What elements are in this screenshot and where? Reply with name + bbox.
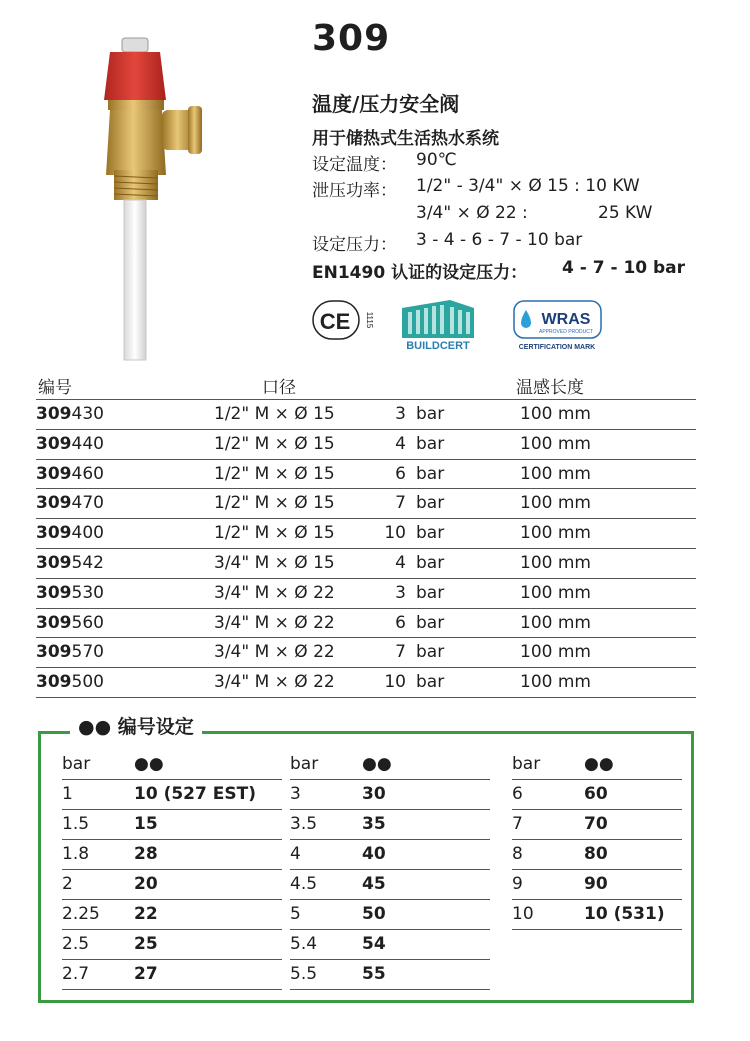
- model-size: 1/2" M × Ø 15: [214, 404, 335, 424]
- pressure-label: 设定压力：: [312, 235, 397, 255]
- svg-text:1115: 1115: [365, 311, 374, 329]
- model-length: 100 mm: [520, 582, 591, 603]
- pressure-value: 3 - 4 - 6 - 7 - 10 bar: [416, 230, 583, 250]
- settings-bar-value: 1: [62, 784, 73, 804]
- settings-code-value: 90: [584, 874, 608, 894]
- svg-text:BUILDCERT: BUILDCERT: [406, 340, 470, 352]
- model-size: 1/2" M × Ø 15: [214, 463, 335, 484]
- power-line2-value: 25 KW: [598, 203, 653, 223]
- model-length: 100 mm: [520, 642, 591, 663]
- settings-bar-value: 2.25: [62, 904, 100, 924]
- settings-row: [512, 840, 682, 870]
- settings-code-value: 20: [134, 874, 158, 894]
- table-row: [36, 488, 696, 518]
- model-code: 309400: [36, 523, 104, 544]
- model-pressure-unit: bar: [416, 404, 445, 424]
- settings-row: [290, 900, 490, 930]
- settings-bar-value: 6: [512, 784, 523, 804]
- model-pressure: 6: [395, 612, 406, 633]
- model-code: 309440: [36, 433, 104, 454]
- table-row: [36, 429, 696, 459]
- settings-header-code: ●●: [584, 754, 614, 774]
- settings-column: [290, 750, 490, 990]
- settings-code-value: 27: [134, 964, 158, 984]
- settings-row: [62, 780, 282, 810]
- product-code-title: 309: [312, 18, 391, 59]
- settings-row: [290, 810, 490, 840]
- en1490-value: 4 - 7 - 10 bar: [562, 258, 686, 278]
- settings-header-bar: bar: [512, 754, 541, 774]
- power-line1: 1/2" - 3/4" × Ø 15 : 10 KW: [416, 176, 640, 196]
- model-table: [36, 371, 696, 698]
- model-size: 1/2" M × Ø 15: [214, 433, 335, 454]
- model-pressure: 10: [384, 672, 406, 693]
- settings-row: [62, 900, 282, 930]
- settings-bar-value: 3: [290, 784, 301, 804]
- settings-code-value: 45: [362, 874, 386, 894]
- model-code: 309470: [36, 493, 104, 514]
- model-length: 100 mm: [520, 612, 591, 633]
- model-length: 100 mm: [520, 404, 591, 424]
- valve-product-image: [80, 30, 220, 370]
- settings-bar-value: 1.8: [62, 844, 90, 864]
- settings-bar-value: 2: [62, 874, 73, 894]
- settings-header-bar: bar: [290, 754, 319, 774]
- settings-code-value: 70: [584, 814, 608, 834]
- settings-row: [62, 840, 282, 870]
- settings-row: [512, 870, 682, 900]
- model-pressure: 3: [395, 582, 406, 603]
- table-header: [36, 371, 696, 399]
- settings-bar-value: 5.4: [290, 934, 318, 954]
- model-code: 309560: [36, 612, 104, 633]
- model-pressure-unit: bar: [416, 433, 445, 454]
- product-title: 温度/压力安全阀: [312, 92, 460, 116]
- table-row: [36, 459, 696, 489]
- settings-header-row: [512, 750, 682, 780]
- temp-label: 设定温度：: [312, 155, 397, 175]
- settings-bar-value: 2.7: [62, 964, 90, 984]
- model-pressure: 7: [395, 493, 406, 514]
- model-pressure-unit: bar: [416, 612, 445, 633]
- settings-header-code: ●●: [362, 754, 392, 774]
- product-subtitle: 用于储热式生活热水系统: [312, 129, 499, 149]
- settings-row: [62, 870, 282, 900]
- table-row: [36, 667, 696, 698]
- ce-mark-logo: [312, 300, 372, 342]
- settings-code-value: 80: [584, 844, 608, 864]
- model-length: 100 mm: [520, 552, 591, 573]
- settings-code-value: 10 (527 EST): [134, 784, 256, 804]
- model-pressure: 7: [395, 642, 406, 663]
- settings-bar-value: 2.5: [62, 934, 90, 954]
- settings-bar-value: 4: [290, 844, 301, 864]
- settings-header-code: ●●: [134, 754, 164, 774]
- model-pressure: 3: [395, 404, 406, 424]
- settings-row: [290, 960, 490, 990]
- settings-bar-value: 3.5: [290, 814, 318, 834]
- settings-code-value: 40: [362, 844, 386, 864]
- model-length: 100 mm: [520, 463, 591, 484]
- table-row: [36, 518, 696, 548]
- model-code: 309542: [36, 552, 104, 573]
- header-length: 温感长度: [516, 378, 584, 398]
- table-row: [36, 548, 696, 578]
- header-size: 口径: [262, 378, 296, 398]
- settings-row: [62, 960, 282, 990]
- model-code: 309430: [36, 404, 104, 424]
- table-row: [36, 608, 696, 638]
- table-row: [36, 399, 696, 429]
- settings-bar-value: 1.5: [62, 814, 90, 834]
- model-size: 3/4" M × Ø 22: [214, 582, 335, 603]
- settings-row: [512, 780, 682, 810]
- settings-code-value: 54: [362, 934, 386, 954]
- settings-code-value: 15: [134, 814, 158, 834]
- settings-code-value: 25: [134, 934, 158, 954]
- model-pressure-unit: bar: [416, 523, 445, 544]
- svg-text:CE: CE: [319, 309, 351, 334]
- settings-bar-value: 5: [290, 904, 301, 924]
- model-code: 309530: [36, 582, 104, 603]
- settings-code-value: 35: [362, 814, 386, 834]
- settings-code-value: 50: [362, 904, 386, 924]
- power-line2-size: 3/4" × Ø 22 :: [416, 203, 528, 223]
- settings-row: [512, 810, 682, 840]
- buildcert-logo: [398, 298, 478, 352]
- table-row: [36, 578, 696, 608]
- model-size: 3/4" M × Ø 22: [214, 642, 335, 663]
- settings-code-value: 28: [134, 844, 158, 864]
- model-code: 309500: [36, 672, 104, 693]
- settings-row: [512, 900, 682, 930]
- settings-column: [62, 750, 282, 990]
- settings-row: [290, 840, 490, 870]
- settings-code-value: 10 (531): [584, 904, 665, 924]
- model-pressure-unit: bar: [416, 463, 445, 484]
- model-size: 3/4" M × Ø 22: [214, 612, 335, 633]
- settings-bar-value: 7: [512, 814, 523, 834]
- settings-code-value: 60: [584, 784, 608, 804]
- model-pressure-unit: bar: [416, 552, 445, 573]
- model-pressure-unit: bar: [416, 493, 445, 514]
- model-length: 100 mm: [520, 433, 591, 454]
- wras-logo: [510, 300, 605, 352]
- power-label: 泄压功率：: [312, 181, 397, 201]
- model-size: 1/2" M × Ø 15: [214, 493, 335, 514]
- code-settings-title: ●● 编号设定: [70, 712, 202, 739]
- settings-code-value: 22: [134, 904, 158, 924]
- settings-bar-value: 8: [512, 844, 523, 864]
- model-pressure: 4: [395, 433, 406, 454]
- settings-code-value: 30: [362, 784, 386, 804]
- settings-bar-value: 5.5: [290, 964, 318, 984]
- settings-header-row: [62, 750, 282, 780]
- header-code: 编号: [38, 378, 72, 398]
- settings-row: [62, 930, 282, 960]
- settings-code-value: 55: [362, 964, 386, 984]
- temp-value: 90℃: [416, 150, 457, 170]
- model-pressure: 6: [395, 463, 406, 484]
- model-code: 309460: [36, 463, 104, 484]
- model-length: 100 mm: [520, 523, 591, 544]
- settings-column: [512, 750, 682, 930]
- svg-text:CERTIFICATION MARK: CERTIFICATION MARK: [518, 344, 596, 351]
- model-pressure-unit: bar: [416, 642, 445, 663]
- settings-row: [290, 870, 490, 900]
- settings-row: [290, 930, 490, 960]
- svg-text:WRAS: WRAS: [541, 311, 591, 328]
- settings-bar-value: 4.5: [290, 874, 318, 894]
- model-size: 1/2" M × Ø 15: [214, 523, 335, 544]
- model-pressure: 4: [395, 552, 406, 573]
- en1490-label: EN1490 认证的设定压力：: [312, 263, 528, 283]
- settings-bar-value: 9: [512, 874, 523, 894]
- model-length: 100 mm: [520, 672, 591, 693]
- model-size: 3/4" M × Ø 15: [214, 552, 335, 573]
- model-code: 309570: [36, 642, 104, 663]
- settings-header-row: [290, 750, 490, 780]
- model-pressure-unit: bar: [416, 582, 445, 603]
- model-pressure-unit: bar: [416, 672, 445, 693]
- model-pressure: 10: [384, 523, 406, 544]
- settings-row: [290, 780, 490, 810]
- svg-text:APPROVED PRODUCT: APPROVED PRODUCT: [539, 329, 593, 335]
- model-size: 3/4" M × Ø 22: [214, 672, 335, 693]
- settings-bar-value: 10: [512, 904, 534, 924]
- model-length: 100 mm: [520, 493, 591, 514]
- settings-header-bar: bar: [62, 754, 91, 774]
- table-row: [36, 637, 696, 667]
- settings-row: [62, 810, 282, 840]
